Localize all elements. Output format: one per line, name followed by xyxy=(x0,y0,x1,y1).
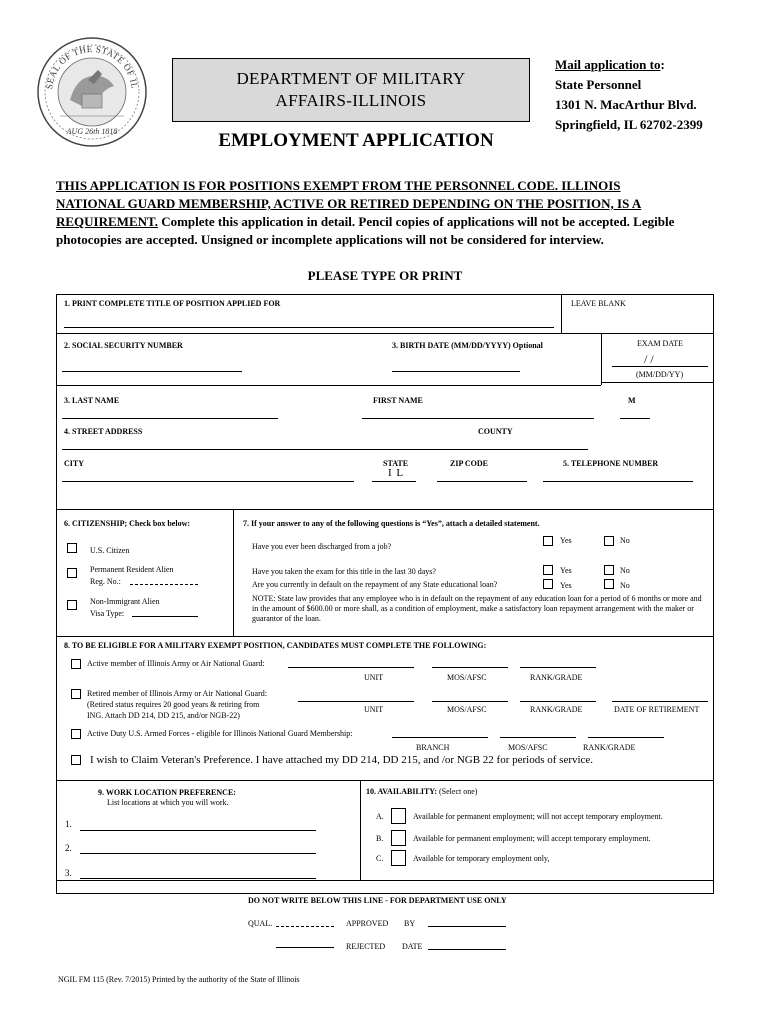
birth-date-field[interactable] xyxy=(392,371,520,372)
retired-line-1: Retired member of Illinois Army or Air National Guard: xyxy=(87,689,267,698)
last-name-field[interactable] xyxy=(62,418,278,419)
retired-member-text xyxy=(87,688,267,721)
loan-yes-checkbox[interactable] xyxy=(543,579,553,589)
q2-label: 2. SOCIAL SECURITY NUMBER xyxy=(64,341,183,350)
department-use-title: DO NOT WRITE BELOW THIS LINE - FOR DEPARTMENT USE ONLY xyxy=(248,896,507,905)
visa-type-field[interactable] xyxy=(132,616,198,617)
city-label: CITY xyxy=(64,459,85,468)
form-footer: NGIL FM 115 (Rev. 7/2015) Printed by the authority of the State of Illinois xyxy=(58,975,300,984)
qual-field[interactable] xyxy=(276,926,334,927)
intro-line-3: REQUIREMENT. xyxy=(56,214,158,229)
exam-date-slashes: / / xyxy=(644,352,654,366)
exam-yes-checkbox[interactable] xyxy=(543,565,553,575)
veteran-preference-checkbox[interactable] xyxy=(71,755,81,765)
mail-line-2: 1301 N. MacArthur Blvd. xyxy=(555,97,697,112)
exam-date-format: (MM/DD/YY) xyxy=(636,370,684,379)
permanent-alien-label: Permanent Resident Alien xyxy=(90,565,174,574)
exam-no-label: No xyxy=(620,566,630,575)
location-title: 9. WORK LOCATION PREFERENCE: xyxy=(98,788,236,797)
branch-field[interactable] xyxy=(392,737,488,738)
intro-paragraph xyxy=(56,177,716,249)
location-3-number: 3. xyxy=(65,868,72,878)
location-2-number: 2. xyxy=(65,843,72,853)
active-rank-label: RANK/GRADE xyxy=(530,673,583,682)
middle-initial-field[interactable] xyxy=(620,418,650,419)
active-rank-field[interactable] xyxy=(520,667,596,668)
availability-c-label: Available for temporary employment only, xyxy=(413,854,550,863)
retirement-date-label: DATE OF RETIREMENT xyxy=(614,705,700,714)
mail-line-1: State Personnel xyxy=(555,77,642,92)
retired-line-2: (Retired status requires 20 good years & retiring from xyxy=(87,700,260,709)
discharged-yes-checkbox[interactable] xyxy=(543,536,553,546)
loan-no-checkbox[interactable] xyxy=(604,579,614,589)
divider xyxy=(56,509,714,510)
loan-yes-label: Yes xyxy=(560,581,572,590)
duty-mos-label: MOS/AFSC xyxy=(508,743,548,752)
duty-rank-field[interactable] xyxy=(588,737,664,738)
visa-type-label: Visa Type: xyxy=(90,609,125,618)
mail-line-3: Springfield, IL 62702-2399 xyxy=(555,117,703,132)
approved-label: APPROVED xyxy=(346,919,389,928)
us-citizen-checkbox[interactable] xyxy=(67,543,77,553)
position-title-field[interactable] xyxy=(64,327,554,328)
rejected-check-field[interactable] xyxy=(276,947,334,948)
divider xyxy=(360,780,361,880)
last-name-label: 3. LAST NAME xyxy=(64,396,120,405)
active-mos-field[interactable] xyxy=(432,667,508,668)
dept-line-1: DEPARTMENT OF MILITARY xyxy=(236,69,466,88)
availability-c-letter: C. xyxy=(376,854,384,863)
zip-label: ZIP CODE xyxy=(450,459,489,468)
divider xyxy=(56,385,601,386)
availability-title xyxy=(366,787,477,796)
date-field[interactable] xyxy=(428,949,506,950)
availability-a-checkbox[interactable] xyxy=(391,808,406,824)
county-label: COUNTY xyxy=(478,427,513,436)
retired-line-3: ING. Attach DD 214, DD 215, and/or NGB-22) xyxy=(87,711,240,720)
availability-c-checkbox[interactable] xyxy=(391,850,406,866)
active-unit-label: UNIT xyxy=(364,673,384,682)
qual-label: QUAL. xyxy=(248,919,273,928)
availability-b-label: Available for permanent employment; will accept temporary employment. xyxy=(413,834,651,843)
ssn-field[interactable] xyxy=(62,371,242,372)
retired-rank-field[interactable] xyxy=(520,701,596,702)
active-member-label: Active member of Illinois Army or Air National Guard: xyxy=(87,659,265,668)
loan-no-label: No xyxy=(620,581,630,590)
seal-date: AUG 26th 1818 xyxy=(66,127,118,136)
non-immigrant-checkbox[interactable] xyxy=(67,600,77,610)
divider xyxy=(56,636,714,637)
military-title: 8. TO BE ELIGIBLE FOR A MILITARY EXEMPT POSITION, CANDIDATES MUST COMPLETE THE FOLLOWING: xyxy=(64,641,487,650)
us-citizen-label: U.S. Citizen xyxy=(90,546,130,555)
dept-line-2: AFFAIRS-ILLINOIS xyxy=(275,91,427,110)
location-subtitle: List locations at which you will work. xyxy=(107,798,229,807)
phone-label: 5. TELEPHONE NUMBER xyxy=(563,459,659,468)
by-field[interactable] xyxy=(428,926,506,927)
divider xyxy=(601,382,714,383)
divider xyxy=(56,333,714,334)
reg-no-label: Reg. No.: xyxy=(90,577,121,586)
divider xyxy=(56,780,714,781)
state-field[interactable] xyxy=(372,481,416,482)
city-field[interactable] xyxy=(62,481,354,482)
mail-colon: : xyxy=(660,57,665,72)
department-box xyxy=(172,58,530,122)
divider xyxy=(601,333,602,385)
retired-unit-label: UNIT xyxy=(364,705,384,714)
divider xyxy=(561,294,562,334)
loan-question: Are you currently in default on the repayment of any State educational loan? xyxy=(252,580,498,589)
veteran-preference-label: I wish to Claim Veteran's Preference. I have attached my DD 214, DD 215, and /or NGB 22 for periods of service. xyxy=(90,754,594,766)
loan-note: NOTE: State law provides that any employee who is in default on the repayment of any education loan for a period of 6 months or more and in the amount of $600.00 or more shall, as a condition of employment, make a satisfactory loan repayment arrangement with the maker or guarantor of the loan. xyxy=(252,594,702,623)
location-1-field[interactable] xyxy=(80,830,316,831)
rejected-label: REJECTED xyxy=(346,942,386,951)
intro-line-1: THIS APPLICATION IS FOR POSITIONS EXEMPT FROM THE PERSONNEL CODE. ILLINOIS xyxy=(56,178,621,193)
availability-a-letter: A. xyxy=(376,812,384,821)
seal-text: SEAL OF THE STATE OF IL xyxy=(44,43,140,90)
intro-line-2: NATIONAL GUARD MEMBERSHIP, ACTIVE OR RETIRED DEPENDING ON THE POSITION, IS A xyxy=(56,196,642,211)
exam-no-checkbox[interactable] xyxy=(604,565,614,575)
type-or-print-note: PLEASE TYPE OR PRINT xyxy=(307,268,463,283)
discharged-yes-label: Yes xyxy=(560,536,572,545)
active-mos-label: MOS/AFSC xyxy=(447,673,487,682)
active-duty-label: Active Duty U.S. Armed Forces - eligible for Illinois National Guard Membership: xyxy=(87,729,353,738)
exam-date-field[interactable] xyxy=(612,366,708,367)
street-address-field[interactable] xyxy=(62,449,588,450)
availability-b-checkbox[interactable] xyxy=(391,830,406,846)
availability-title-text: 10. AVAILABILITY: xyxy=(366,787,437,796)
permanent-alien-checkbox[interactable] xyxy=(67,568,77,578)
page-title: EMPLOYMENT APPLICATION xyxy=(218,130,494,151)
retired-mos-label: MOS/AFSC xyxy=(447,705,487,714)
exam-date-label: EXAM DATE xyxy=(637,339,683,348)
duty-mos-field[interactable] xyxy=(500,737,576,738)
leave-blank-label: LEAVE BLANK xyxy=(571,299,626,308)
location-3-field[interactable] xyxy=(80,878,316,879)
q3-label: 3. BIRTH DATE (MM/DD/YYYY) Optional xyxy=(392,341,543,350)
non-immigrant-label: Non-Immigrant Alien xyxy=(90,597,160,606)
mail-label: Mail application to xyxy=(555,57,661,72)
active-unit-field[interactable] xyxy=(288,667,414,668)
location-2-field[interactable] xyxy=(80,853,316,854)
retired-member-checkbox[interactable] xyxy=(71,689,81,699)
reg-no-field[interactable] xyxy=(130,584,198,585)
first-name-label: FIRST NAME xyxy=(373,396,423,405)
duty-rank-label: RANK/GRADE xyxy=(583,743,636,752)
citizenship-title: 6. CITIZENSHIP; Check box below: xyxy=(64,519,191,528)
location-1-number: 1. xyxy=(65,819,72,829)
exam-question: Have you taken the exam for this title in the last 30 days? xyxy=(252,567,436,576)
active-member-checkbox[interactable] xyxy=(71,659,81,669)
q1-label: 1. PRINT COMPLETE TITLE OF POSITION APPLIED FOR xyxy=(64,299,281,308)
first-name-field[interactable] xyxy=(362,418,594,419)
retired-unit-field[interactable] xyxy=(298,701,414,702)
retirement-date-field[interactable] xyxy=(612,701,708,702)
divider xyxy=(233,509,234,636)
state-value: I L xyxy=(388,467,405,479)
retired-rank-label: RANK/GRADE xyxy=(530,705,583,714)
branch-label: BRANCH xyxy=(416,743,450,752)
discharged-question: Have you ever been discharged from a job? xyxy=(252,542,392,551)
date-label: DATE xyxy=(402,942,423,951)
questions-title: 7. If your answer to any of the following questions is “Yes”, attach a detailed statement. xyxy=(243,519,540,528)
zip-field[interactable] xyxy=(437,481,527,482)
phone-field[interactable] xyxy=(543,481,693,482)
discharged-no-checkbox[interactable] xyxy=(604,536,614,546)
exam-yes-label: Yes xyxy=(560,566,572,575)
middle-initial-label: M xyxy=(628,396,636,405)
divider xyxy=(56,880,714,881)
state-label: STATE xyxy=(383,459,409,468)
mail-address xyxy=(555,55,703,135)
availability-b-letter: B. xyxy=(376,834,384,843)
retired-mos-field[interactable] xyxy=(432,701,508,702)
availability-subtitle: (Select one) xyxy=(439,787,478,796)
street-label: 4. STREET ADDRESS xyxy=(64,427,143,436)
active-duty-checkbox[interactable] xyxy=(71,729,81,739)
availability-a-label: Available for permanent employment; will not accept temporary employment. xyxy=(413,812,663,821)
intro-rest: Complete this application in detail. Pencil copies of applications will not be accepted. Legible photocopies are accepted. Unsigned or incomplete applications will not be considered for interview. xyxy=(56,214,675,247)
by-label: BY xyxy=(404,919,416,928)
discharged-no-label: No xyxy=(620,536,630,545)
